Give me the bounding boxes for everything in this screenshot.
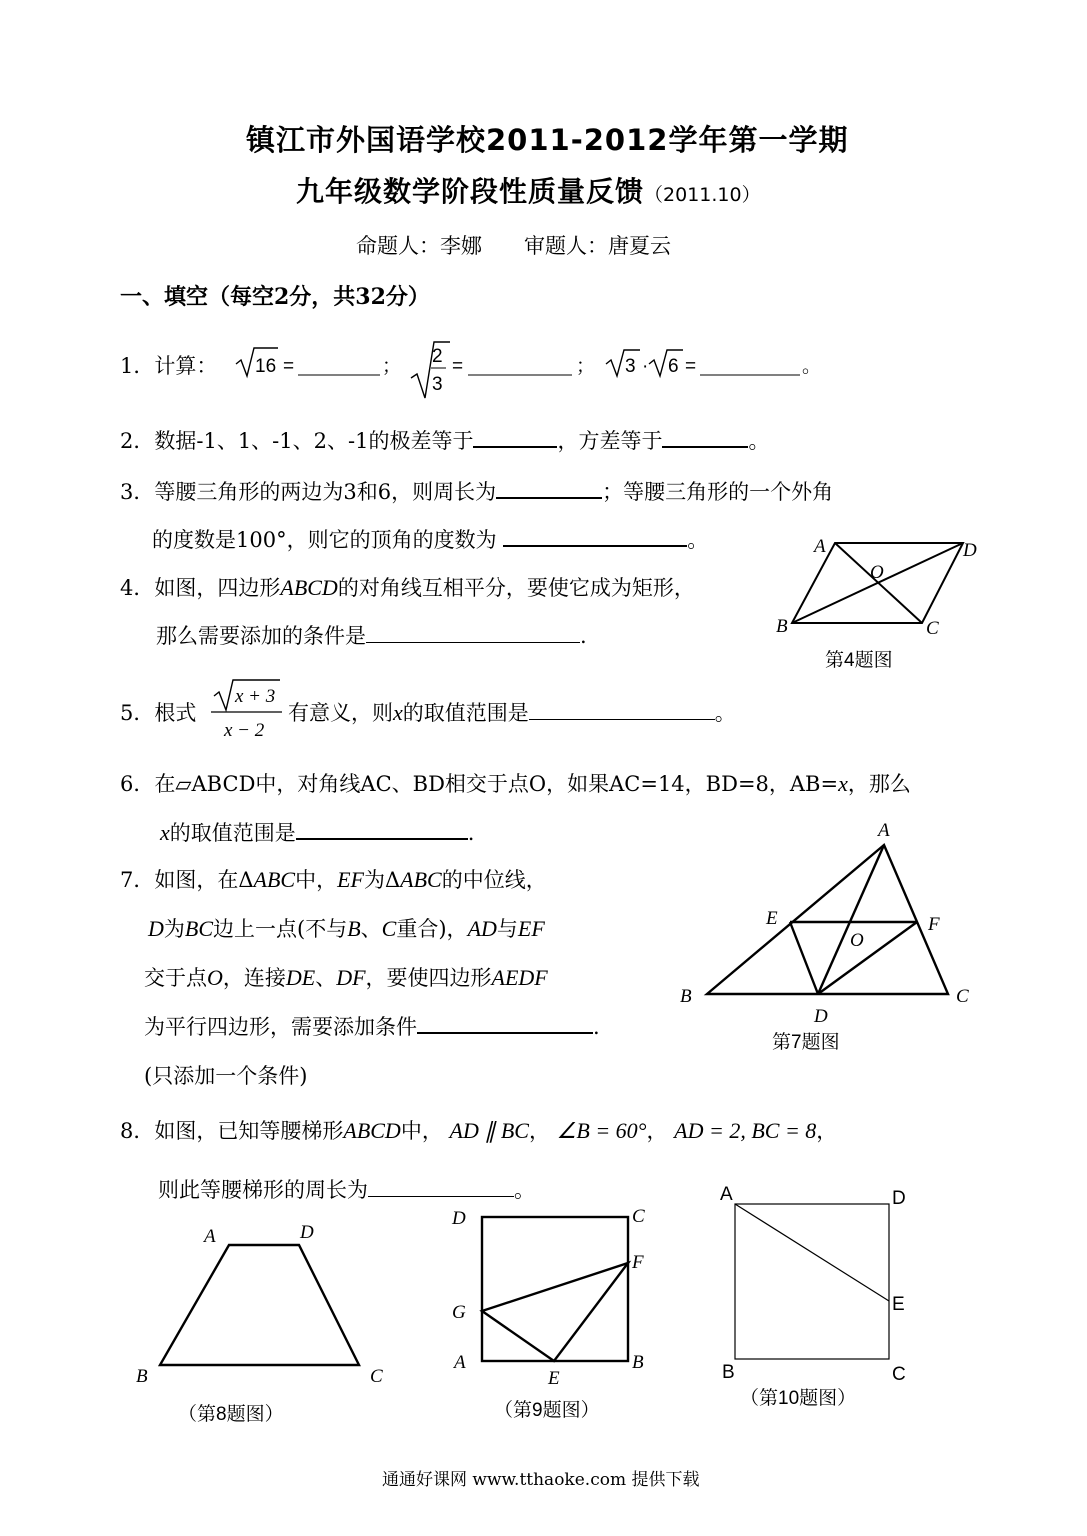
q7-l1-d: 的中位线， — [441, 868, 547, 892]
fig10-label-e: E — [892, 1294, 905, 1315]
fig8-label-a: A — [204, 1226, 216, 1247]
q5-text-c: 的取值范围是 — [402, 701, 529, 725]
q1-eq-1: = — [283, 356, 295, 377]
q8-l1-a: 8．如图，已知等腰梯形 — [120, 1119, 344, 1143]
question-7-line4 — [144, 1011, 600, 1041]
title-line1: 镇江市外国语学校2011-2012学年第一学期 — [246, 123, 849, 157]
q7-l3-d: ，要使四边形 — [365, 966, 492, 990]
fig7-label-b: B — [680, 986, 692, 1007]
figure-4 — [770, 530, 990, 680]
fig7-label-a: A — [878, 820, 890, 841]
q2-text-c: 。 — [748, 429, 770, 453]
q7-l1-tri2: Δ — [385, 868, 401, 892]
q8-comma-3: ， — [816, 1119, 838, 1143]
question-7-line5: (只添加一个条件) — [144, 1064, 308, 1088]
q7-l2-d: 重合)， — [396, 917, 468, 941]
q1-sep-2: ； — [576, 356, 596, 377]
fig9-triangle-gfe — [482, 1263, 628, 1361]
q7-l4-end: . — [593, 1015, 600, 1039]
q2-text-a: 2．数据-1、1、-1、2、-1的极差等于 — [120, 429, 474, 453]
fig9-label-a: A — [454, 1352, 466, 1373]
q8-l2: 则此等腰梯形的周长为 — [158, 1178, 368, 1202]
q4-blank[interactable] — [366, 622, 580, 643]
fig8-label-c: C — [370, 1366, 383, 1387]
figure-9 — [440, 1200, 670, 1430]
q7-l2-var4: C — [381, 916, 397, 941]
q5-text-b: 有意义，则 — [288, 701, 393, 725]
q1-frac-num: 2 — [432, 346, 443, 367]
q7-blank[interactable] — [417, 1012, 593, 1034]
question-4-line1 — [120, 572, 695, 602]
title-date: （2011.10） — [644, 184, 761, 206]
fig7-label-d: D — [814, 1006, 828, 1027]
fig9-label-d: D — [452, 1208, 466, 1229]
fig10-segment-ae — [735, 1204, 889, 1301]
question-5 — [120, 697, 196, 727]
q7-l2-c: 、 — [360, 917, 382, 941]
q8-cond-angle: ∠B = 60° — [556, 1118, 647, 1143]
q8-l1-b: 中， — [400, 1119, 443, 1143]
q3-blank-1[interactable] — [496, 477, 602, 499]
q1-eq-2: = — [452, 356, 464, 377]
question-5-rest — [288, 697, 736, 727]
q7-l1-var3: ABC — [400, 867, 442, 892]
q8-var-abcd: ABCD — [343, 1118, 401, 1143]
q6-line1-end: ，那么 — [847, 772, 911, 796]
q6-blank[interactable] — [296, 818, 468, 840]
q7-l2-var2: BC — [184, 916, 214, 941]
q2-blank-2[interactable] — [662, 426, 748, 448]
q7-l1-c: 为 — [364, 868, 385, 892]
fig9-square — [482, 1217, 628, 1361]
fig8-label-d: D — [300, 1222, 314, 1243]
q7-l3-var1: O — [207, 965, 223, 990]
fig10-label-b: B — [722, 1362, 735, 1383]
authors: 命题人：李娜 审题人：唐夏云 — [356, 234, 671, 258]
figure-10 — [714, 1180, 934, 1410]
fig10-label-a: A — [720, 1184, 733, 1205]
question-7-line3 — [144, 962, 548, 992]
fig4-label-a: A — [814, 536, 826, 557]
q6-var-x2: x — [160, 820, 170, 845]
fig9-label-e: E — [548, 1368, 560, 1389]
fig9-label-f: F — [632, 1252, 644, 1273]
q7-l2-e: 与 — [496, 917, 518, 941]
fig8-trapezoid — [160, 1245, 359, 1365]
q5-numerator: x + 3 — [235, 686, 276, 707]
q7-l1-a: 7．如图，在 — [120, 868, 239, 892]
title-main: 九年级数学阶段性质量反馈 — [296, 175, 645, 208]
q4-line2-end: . — [580, 624, 587, 648]
q1-math — [228, 340, 828, 402]
fig9-caption: （第9题图） — [494, 1400, 600, 1421]
fig4-label-d: D — [963, 540, 977, 561]
fig8-label-b: B — [136, 1366, 148, 1387]
q7-l3-var2: DE — [285, 965, 316, 990]
q7-l2-var3: B — [347, 916, 361, 941]
q1-label: 计算： — [154, 354, 218, 378]
q3-line2-a: 的度数是100°，则它的顶角的度数为 — [152, 528, 497, 552]
q4-line1-a: 4．如图，四边形 — [120, 576, 281, 600]
fig9-label-c: C — [632, 1206, 645, 1227]
q1-radicand-3: 3 — [625, 356, 636, 377]
fig10-caption: （第10题图） — [740, 1388, 857, 1409]
q7-l4: 为平行四边形，需要添加条件 — [144, 1015, 417, 1039]
fig7-label-c: C — [956, 986, 969, 1007]
q7-l2-var6: EF — [517, 916, 545, 941]
fig7-label-o: O — [850, 930, 864, 951]
q8-blank[interactable] — [368, 1176, 514, 1197]
q1-end: 。 — [802, 356, 822, 377]
q2-text-b: ，方差等于 — [557, 429, 663, 453]
fig10-label-c: C — [892, 1364, 906, 1385]
question-2 — [120, 425, 769, 455]
q5-var-x: x — [393, 700, 403, 725]
q7-l2-b: 边上一点(不与 — [213, 917, 348, 941]
fig4-label-c: C — [926, 618, 939, 639]
q3-line1-b: ；等腰三角形的一个外角 — [602, 480, 834, 504]
question-3-line2 — [152, 524, 708, 554]
q7-l1-tri1: Δ — [238, 868, 254, 892]
question-7-line1 — [120, 864, 547, 894]
q1-sqrt-frac-sign — [411, 342, 450, 398]
q7-l3-var3: DF — [336, 965, 366, 990]
q7-l3-b: ，连接 — [222, 966, 286, 990]
q7-l1-var1: ABC — [253, 867, 296, 892]
fig10-square — [735, 1204, 889, 1359]
q7-l3-var4: AEDF — [491, 965, 548, 990]
q7-l1-b: 中， — [295, 868, 338, 892]
q1-radicand-16: 16 — [255, 356, 277, 377]
fig8-caption: （第8题图） — [178, 1404, 284, 1425]
q5-text-a: 5．根式 — [120, 701, 197, 725]
q6-line2: 的取值范围是 — [169, 821, 296, 845]
q6-var-x1: x — [838, 771, 848, 796]
question-4-line2 — [156, 620, 587, 650]
q1-dot: · — [642, 356, 649, 377]
q7-l2-var1: D — [148, 916, 164, 941]
q4-line2: 那么需要添加的条件是 — [156, 624, 366, 648]
q1-eq-3: = — [685, 356, 697, 377]
q4-line1-b: 的对角线互相平分，要使它成为矩形， — [337, 576, 695, 600]
q8-comma-2: ， — [646, 1119, 668, 1143]
question-8-line1 — [120, 1115, 837, 1145]
q1-frac-den: 3 — [432, 374, 443, 395]
q7-l1-var2: EF — [337, 867, 364, 892]
q5-end: 。 — [714, 701, 736, 725]
q1-sep-1: ； — [382, 356, 402, 377]
q8-cond-parallel: AD ∥ BC — [449, 1118, 529, 1143]
fig4-label-b: B — [776, 616, 788, 637]
q5-radical-fraction — [208, 676, 288, 742]
section-heading: 一、填空（每空2分，共32分） — [120, 284, 430, 310]
fig7-segment-ad — [818, 845, 884, 994]
q7-l2-a: 为 — [163, 917, 185, 941]
q6-line2-end: . — [467, 821, 475, 845]
q8-cond-lengths: AD = 2, BC = 8 — [674, 1118, 817, 1143]
q1-num: 1． — [120, 354, 155, 378]
q7-l3-a: 交于点 — [144, 966, 207, 990]
q8-l2-end: 。 — [514, 1178, 535, 1202]
q5-denominator: x − 2 — [224, 720, 265, 741]
fig7-label-e: E — [766, 908, 778, 929]
q8-comma-1: ， — [528, 1119, 550, 1143]
q5-blank[interactable] — [529, 699, 715, 720]
fig4-caption: 第4题图 — [825, 650, 893, 671]
question-7-line2 — [148, 913, 545, 943]
q3-line1-a: 3．等腰三角形的两边为3和6，则周长为 — [120, 480, 497, 504]
fig4-label-o: O — [870, 562, 884, 583]
figure-7 — [672, 816, 992, 1060]
q1-radicand-6: 6 — [668, 356, 679, 377]
question-1 — [120, 350, 217, 380]
fig10-label-d: D — [892, 1188, 906, 1209]
fig7-segment-de — [790, 922, 818, 994]
q7-l2-var5: AD — [467, 916, 497, 941]
q7-l3-c: 、 — [315, 966, 337, 990]
q3-blank-2[interactable] — [503, 525, 687, 547]
q4-var-abcd: ABCD — [280, 575, 338, 600]
q3-line2-b: 。 — [687, 528, 709, 552]
title-line2 — [296, 170, 761, 210]
figure-8 — [128, 1216, 408, 1436]
question-6-line1 — [120, 768, 911, 798]
footer: 通通好课网 www.tthaoke.com 提供下载 — [382, 1470, 700, 1490]
fig7-label-f: F — [928, 914, 940, 935]
question-6-line2 — [160, 817, 474, 847]
fig7-caption: 第7题图 — [772, 1032, 840, 1053]
fig9-label-g: G — [452, 1302, 466, 1323]
q6-line1: 6．在▱ABCD中，对角线AC、BD相交于点O，如果AC=14，BD=8，AB= — [120, 772, 839, 796]
q2-blank-1[interactable] — [473, 426, 557, 448]
fig9-label-b: B — [632, 1352, 644, 1373]
question-3-line1 — [120, 476, 833, 506]
